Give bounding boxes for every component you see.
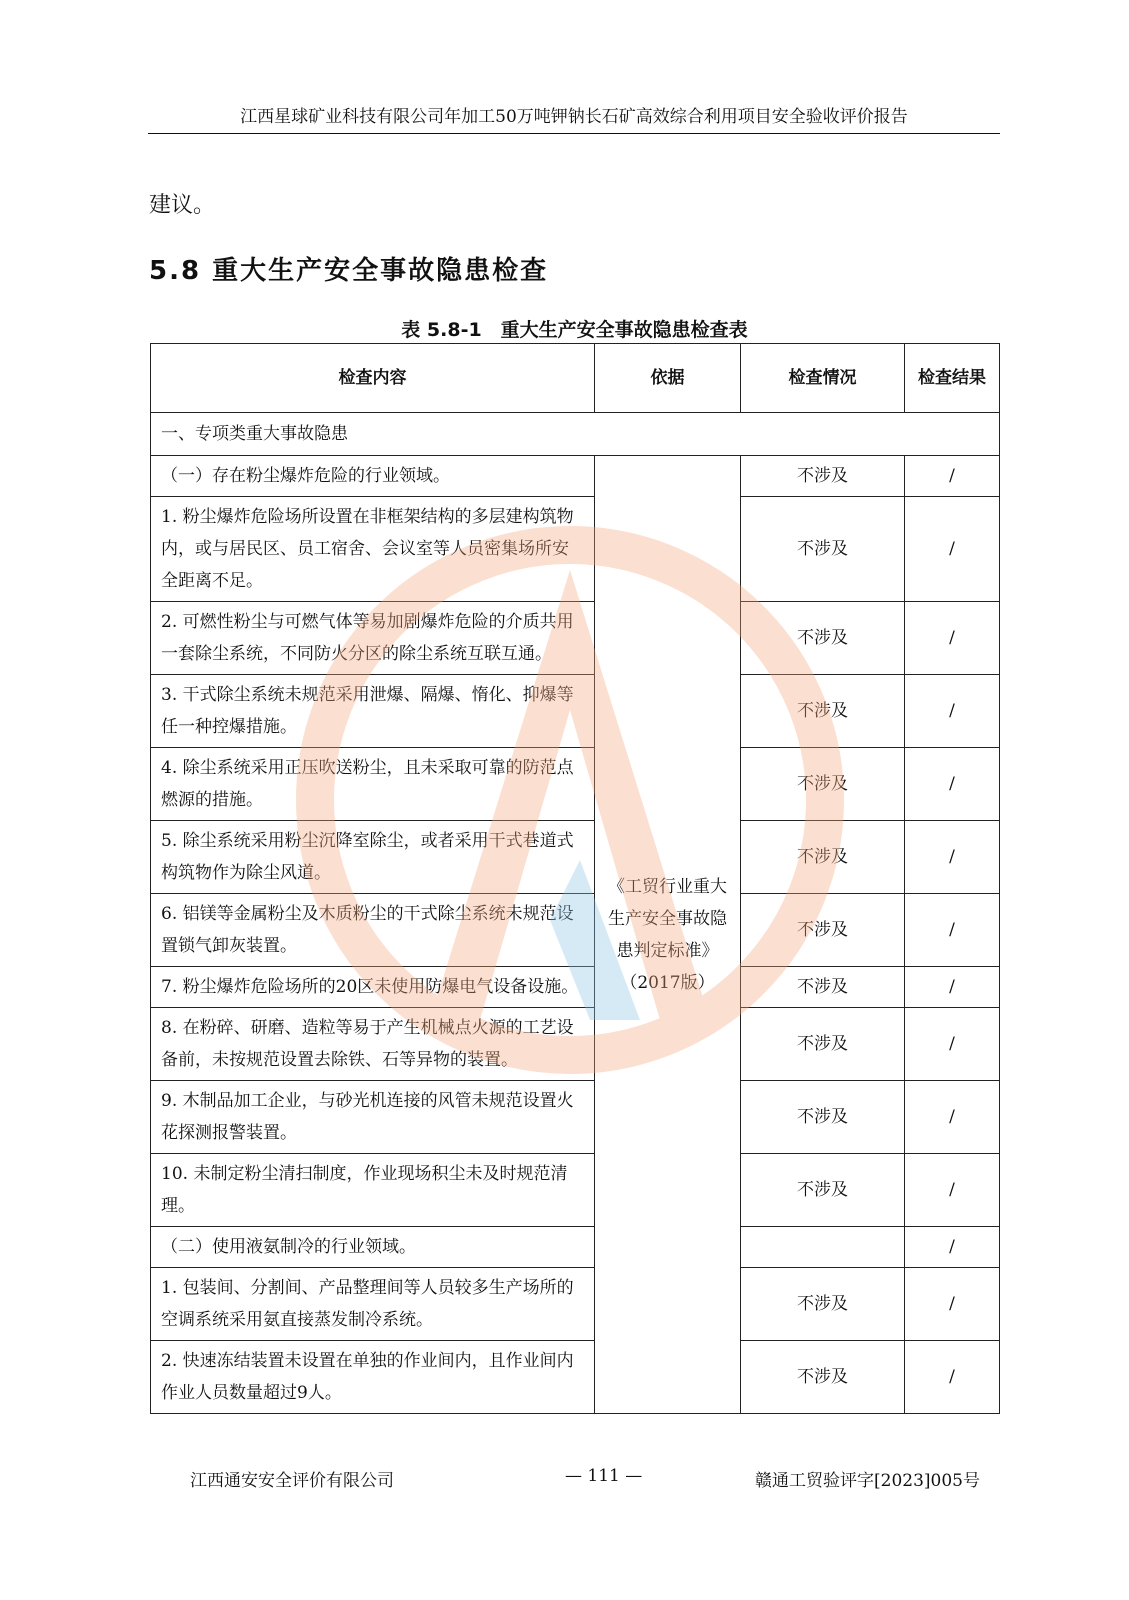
row-situation <box>741 1227 905 1268</box>
row-result: / <box>905 1008 1000 1081</box>
row-content: （二）使用液氨制冷的行业领域。 <box>151 1227 595 1268</box>
row-situation: 不涉及 <box>741 1154 905 1227</box>
row-situation: 不涉及 <box>741 967 905 1008</box>
row-result: / <box>905 1341 1000 1414</box>
row-content: 9. 木制品加工企业，与砂光机连接的风管未规范设置火花探测报警装置。 <box>151 1081 595 1154</box>
section-row <box>151 413 1000 456</box>
row-content: 7. 粉尘爆炸危险场所的20区未使用防爆电气设备设施。 <box>151 967 595 1008</box>
table-row <box>151 675 1000 748</box>
table-row <box>151 821 1000 894</box>
table-row <box>151 1154 1000 1227</box>
row-situation: 不涉及 <box>741 456 905 497</box>
row-content: 2. 快速冻结装置未设置在单独的作业间内，且作业间内作业人员数量超过9人。 <box>151 1341 595 1414</box>
row-content: 8. 在粉碎、研磨、造粒等易于产生机械点火源的工艺设备前，未按规范设置去除铁、石等异物的装置。 <box>151 1008 595 1081</box>
table-row <box>151 894 1000 967</box>
header-situation: 检查情况 <box>741 344 905 413</box>
row-situation: 不涉及 <box>741 1268 905 1341</box>
table-row <box>151 1081 1000 1154</box>
row-situation: 不涉及 <box>741 821 905 894</box>
row-content: 1. 粉尘爆炸危险场所设置在非框架结构的多层建构筑物内，或与居民区、员工宿舍、会议室等人员密集场所安全距离不足。 <box>151 497 595 602</box>
row-content: 4. 除尘系统采用正压吹送粉尘，且未采取可靠的防范点燃源的措施。 <box>151 748 595 821</box>
row-content: 10. 未制定粉尘清扫制度，作业现场积尘未及时规范清理。 <box>151 1154 595 1227</box>
row-situation: 不涉及 <box>741 675 905 748</box>
table-row <box>151 1227 1000 1268</box>
row-result: / <box>905 967 1000 1008</box>
footer-doc-number: 赣通工贸验评字[2023]005号 <box>755 1471 980 1491</box>
row-situation: 不涉及 <box>741 1341 905 1414</box>
row-result: / <box>905 602 1000 675</box>
row-result: / <box>905 456 1000 497</box>
row-result: / <box>905 497 1000 602</box>
row-situation: 不涉及 <box>741 497 905 602</box>
basis-cell: 《工贸行业重大生产安全事故隐患判定标准》（2017版） <box>595 456 741 1414</box>
row-content: （一）存在粉尘爆炸危险的行业领域。 <box>151 456 595 497</box>
row-situation: 不涉及 <box>741 748 905 821</box>
hazard-check-table <box>150 343 1000 1414</box>
table-row <box>151 1268 1000 1341</box>
row-situation: 不涉及 <box>741 1008 905 1081</box>
row-result: / <box>905 894 1000 967</box>
table-row <box>151 497 1000 602</box>
table-row <box>151 967 1000 1008</box>
page-header: 江西星球矿业科技有限公司年加工50万吨钾钠长石矿高效综合利用项目安全验收评价报告 <box>148 102 1000 134</box>
table-row <box>151 748 1000 821</box>
row-content: 6. 铝镁等金属粉尘及木质粉尘的干式除尘系统未规范设置锁气卸灰装置。 <box>151 894 595 967</box>
row-result: / <box>905 1268 1000 1341</box>
row-result: / <box>905 1081 1000 1154</box>
table-row <box>151 1341 1000 1414</box>
row-content: 2. 可燃性粉尘与可燃气体等易加剧爆炸危险的介质共用一套除尘系统，不同防火分区的除尘系统互联互通。 <box>151 602 595 675</box>
footer-page-number: — 111 — <box>565 1466 643 1486</box>
row-result: / <box>905 1227 1000 1268</box>
row-result: / <box>905 748 1000 821</box>
row-content: 5. 除尘系统采用粉尘沉降室除尘，或者采用干式巷道式构筑物作为除尘风道。 <box>151 821 595 894</box>
table-caption: 表 5.8-1 重大生产安全事故隐患检查表 <box>401 319 748 341</box>
header-content: 检查内容 <box>151 344 595 413</box>
table-header-row <box>151 344 1000 413</box>
table-row <box>151 1008 1000 1081</box>
row-result: / <box>905 1154 1000 1227</box>
table-row <box>151 456 1000 497</box>
row-content: 3. 干式除尘系统未规范采用泄爆、隔爆、惰化、抑爆等任一种控爆措施。 <box>151 675 595 748</box>
row-situation: 不涉及 <box>741 602 905 675</box>
intro-text: 建议。 <box>149 193 216 218</box>
section-row-label: 一、专项类重大事故隐患 <box>151 413 1000 456</box>
row-result: / <box>905 675 1000 748</box>
row-content: 1. 包装间、分割间、产品整理间等人员较多生产场所的空调系统采用氨直接蒸发制冷系统。 <box>151 1268 595 1341</box>
header-result: 检查结果 <box>905 344 1000 413</box>
table-row <box>151 602 1000 675</box>
row-situation: 不涉及 <box>741 1081 905 1154</box>
row-situation: 不涉及 <box>741 894 905 967</box>
header-basis: 依据 <box>595 344 741 413</box>
footer-company: 江西通安安全评价有限公司 <box>190 1471 394 1491</box>
section-title: 5.8 重大生产安全事故隐患检查 <box>149 256 549 286</box>
row-result: / <box>905 821 1000 894</box>
